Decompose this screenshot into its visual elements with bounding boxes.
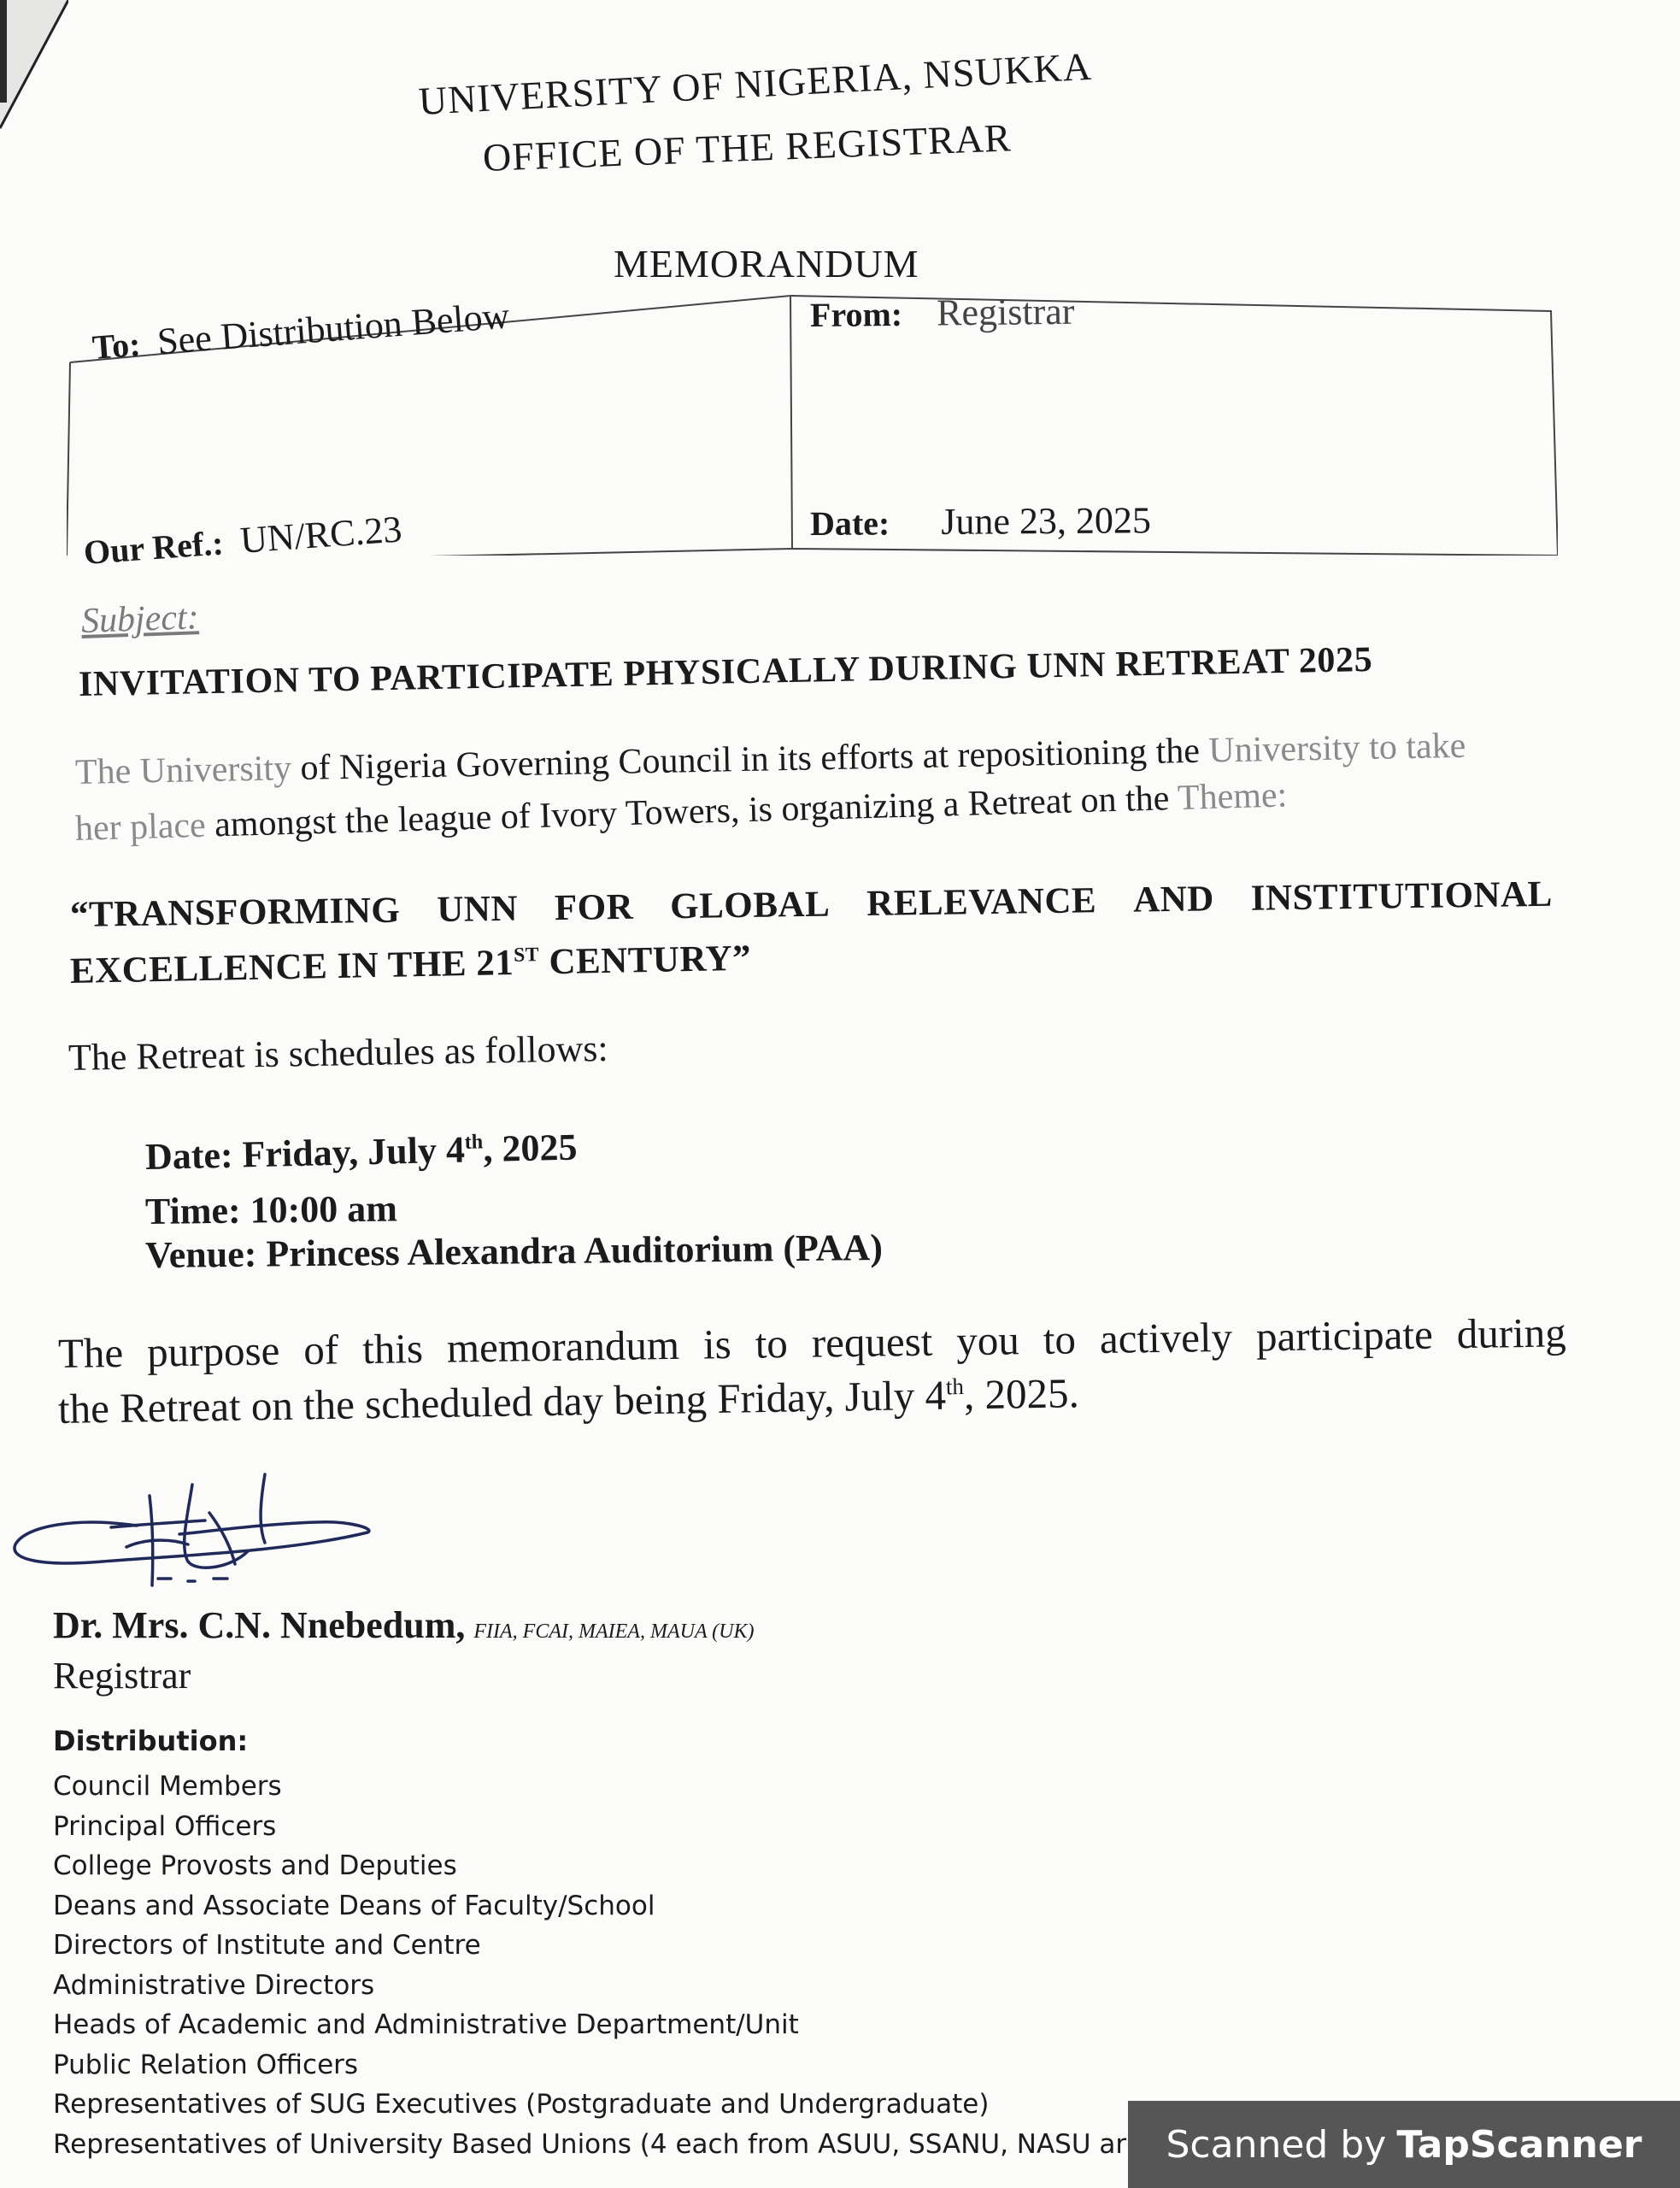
memo-title: MEMORANDUM <box>614 242 919 285</box>
theme-text: CENTURY” <box>538 938 752 983</box>
subject-title: INVITATION TO PARTICIPATE PHYSICALLY DURING UNN RETREAT 2025 <box>78 639 1373 704</box>
purpose-word: purpose <box>146 1326 280 1376</box>
purpose-word: memorandum <box>446 1320 680 1372</box>
theme-word: GLOBAL <box>669 884 831 927</box>
signatory-name <box>53 1603 755 1647</box>
signatory-name-text: Dr. Mrs. C.N. Nnebedum, <box>53 1604 466 1646</box>
intro-text-faded: her place <box>74 805 207 849</box>
purpose-word: to <box>1043 1315 1077 1363</box>
purpose-word: of <box>303 1326 339 1373</box>
purpose-word: is <box>702 1320 732 1368</box>
distribution-item: Council Members <box>53 1771 282 1802</box>
distribution-item: Representatives of SUG Executives (Postgraduate and Undergraduate) <box>53 2089 990 2120</box>
date-label: Date: <box>809 503 890 543</box>
purpose-superscript: th <box>945 1373 965 1400</box>
purpose-word: to <box>755 1320 789 1368</box>
ref-label: Our Ref.: <box>82 523 225 572</box>
watermark-brand: TapScanner <box>1396 2122 1642 2167</box>
from-value: Registrar <box>936 290 1075 334</box>
to-label: To: <box>91 324 142 367</box>
intro-text: of Nigeria Governing Council in its efforts at repositioning the <box>291 731 1209 789</box>
theme-superscript: ST <box>513 944 540 967</box>
office-name: OFFICE OF THE REGISTRAR <box>482 115 1013 179</box>
intro-text-faded: Theme: <box>1177 775 1288 818</box>
handwritten-signature <box>9 1466 376 1594</box>
purpose-word: you <box>955 1316 1020 1365</box>
purpose-text: the Retreat on the scheduled day being Friday, July 4 <box>57 1371 947 1432</box>
distribution-item: Deans and Associate Deans of Faculty/School <box>53 1890 655 1921</box>
distribution-item: Public Relation Officers <box>53 2049 359 2080</box>
distribution-item: College Provosts and Deputies <box>53 1850 457 1881</box>
signatory-credentials: FIIA, FCAI, MAIEA, MAUA (UK) <box>473 1620 755 1643</box>
purpose-word: request <box>811 1317 933 1367</box>
schedule-date-superscript: th <box>464 1130 484 1154</box>
purpose-line-2 <box>58 1368 1080 1433</box>
schedule-date-text: Date: Friday, July 4 <box>144 1128 466 1178</box>
to-value: See Distribution Below <box>156 294 511 363</box>
distribution-list <box>53 1767 1126 2164</box>
theme-word: “TRANSFORMING <box>69 890 401 935</box>
page-corner-fold <box>0 0 68 137</box>
university-name: UNIVERSITY OF NIGERIA, NSUKKA <box>417 44 1094 123</box>
theme-word: FOR <box>554 886 634 929</box>
subject-label: Subject: <box>80 597 200 641</box>
theme-line-1 <box>70 873 1554 936</box>
purpose-word: actively <box>1099 1313 1233 1362</box>
from-field <box>810 290 1075 336</box>
date-field <box>810 498 1151 544</box>
intro-text-faded: University to take <box>1207 726 1466 771</box>
theme-line-2 <box>70 938 752 992</box>
purpose-text: , 2025. <box>963 1369 1080 1419</box>
purpose-word: during <box>1456 1309 1567 1358</box>
distribution-item: Heads of Academic and Administrative Department/Unit <box>53 2009 799 2040</box>
from-label: From: <box>809 294 903 334</box>
distribution-item: Principal Officers <box>53 1810 277 1842</box>
purpose-line-1 <box>58 1308 1567 1378</box>
purpose-word: this <box>361 1325 424 1373</box>
date-value: June 23, 2025 <box>941 499 1152 543</box>
purpose-word: participate <box>1255 1310 1434 1361</box>
distribution-heading: Distribution: <box>53 1725 249 1757</box>
distribution-item: Administrative Directors <box>53 1969 375 2001</box>
schedule-venue: Venue: Princess Alexandra Auditorium (PAA) <box>144 1226 884 1276</box>
theme-text: EXCELLENCE IN THE 21 <box>69 943 514 991</box>
distribution-item: Representatives of University Based Unions (4 each from ASUU, SSANU, NASU ar <box>53 2128 1127 2160</box>
theme-word: INSTITUTIONAL <box>1250 873 1554 919</box>
distribution-item: Directors of Institute and Centre <box>53 1930 481 1961</box>
ref-value: UN/RC.23 <box>238 508 403 562</box>
theme-word: RELEVANCE <box>866 880 1097 924</box>
intro-text: amongst the league of Ivory Towers, is organizing a Retreat on the <box>205 778 1178 845</box>
schedule-intro: The Retreat is schedules as follows: <box>68 1026 609 1079</box>
schedule-date <box>144 1126 578 1179</box>
schedule-time: Time: 10:00 am <box>144 1187 398 1232</box>
purpose-word: The <box>57 1328 124 1377</box>
theme-word: AND <box>1132 879 1215 920</box>
theme-word: UNN <box>436 888 519 931</box>
intro-text-faded: The University <box>74 749 292 792</box>
watermark-prefix: Scanned by <box>1166 2122 1387 2167</box>
signatory-title: Registrar <box>53 1655 191 1697</box>
schedule-date-year: , 2025 <box>482 1126 578 1171</box>
scanner-watermark-badge <box>1128 2101 1680 2188</box>
